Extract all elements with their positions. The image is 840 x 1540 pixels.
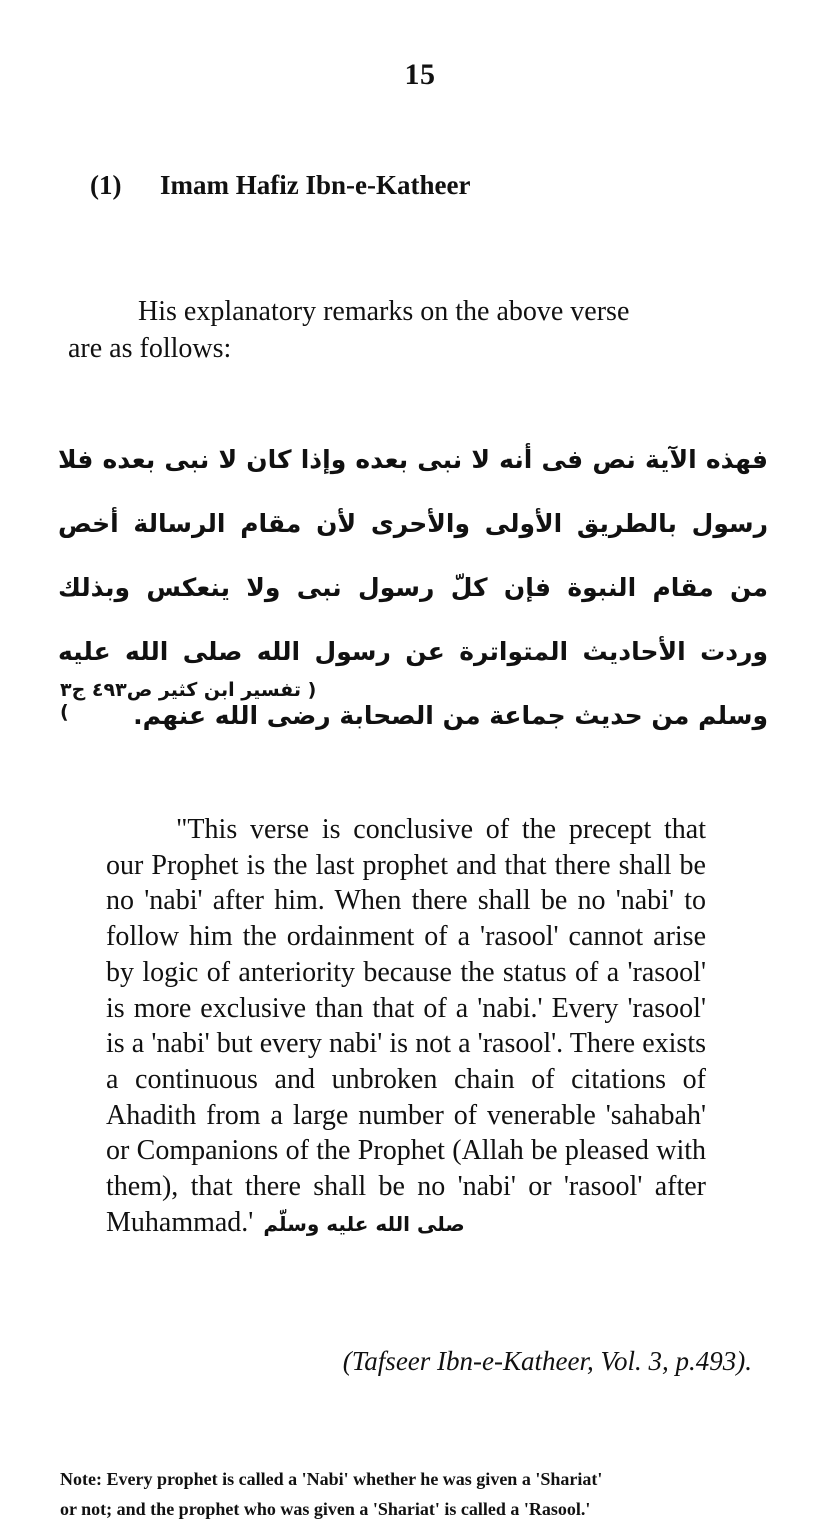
reference-citation: (Tafseer Ibn-e-Katheer, Vol. 3, p.493). — [342, 1346, 752, 1376]
section-title: Imam Hafiz Ibn-e-Katheer — [160, 170, 471, 200]
quote-text: "This verse is conclusive of the precept that our Prophet is the last prophet and that there shall be no 'nabi' after him. When there shall be no 'nabi' to follow him the ordainment of a 'rasool' cannot arise by logic of anteriority because the status of a 'rasool' is more exclusive than that of a 'nabi.' Every 'rasool' is a 'nabi' but every nabi' is not a 'rasool'. There exists a continuous and unbroken chain of citations of Ahadith from a large number of venerable 'sahabah' or Companions of the Prophet (Allah be pleased with them), that there shall be no 'nabi' or 'rasool' after Muhammad.' — [106, 814, 706, 1238]
intro-paragraph — [68, 293, 763, 367]
translation-quote — [106, 812, 706, 1242]
honorific-arabic: صلى الله عليه وسلّم — [263, 1211, 465, 1236]
arabic-quotation: فهذه الآية نص فى أنه لا نبى بعده وإذا كان لا نبى بعده فلا رسول بالطريق الأولى والأحرى لأن مقام الرسالة أخص من مقام النبوة فإن كلّ رسول نبى ولا ينعكس وبذلك وردت الأحاديث المتواترة عن رسول الله صلى الله عليه وسلم من حديث جماعة من الصحابة رضى الله عنهم. — [58, 445, 768, 730]
footnote-line-2: or not; and the prophet who was given a 'Shariat' is called a 'Rasool.' — [60, 1499, 591, 1519]
footnote-line-1: Note: Every prophet is called a 'Nabi' whether he was given a 'Shariat' — [60, 1469, 603, 1489]
section-heading — [90, 170, 470, 201]
page-number: 15 — [404, 58, 436, 91]
intro-line-1: His explanatory remarks on the above verse — [138, 296, 630, 327]
arabic-citation: ( تفسير ابن كثير ص٤٩٣ ج٣ ) — [60, 679, 317, 723]
footnote — [60, 1464, 780, 1524]
intro-line-2: are as follows: — [68, 333, 232, 364]
section-number: (1) — [90, 170, 122, 200]
